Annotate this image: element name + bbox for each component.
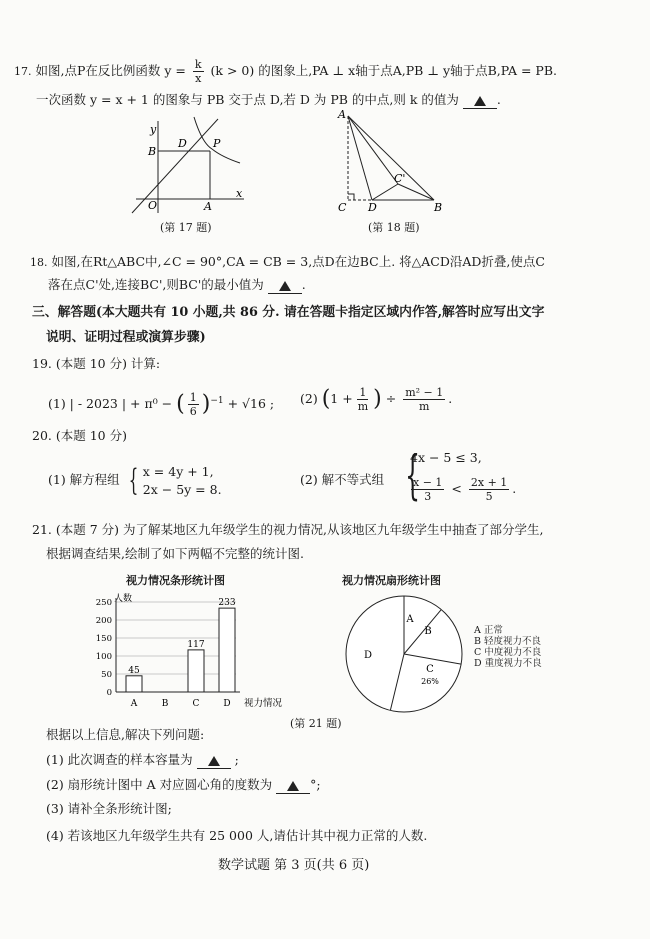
triangle-marker-icon — [287, 781, 299, 791]
section-3-line-2: 说明、证明过程或演算步骤) — [46, 330, 206, 345]
fig18-ab — [348, 116, 434, 200]
q17-text-a: 如图,点P在反比例函数 — [35, 63, 161, 78]
page-footer: 数学试题 第 3 页(共 6 页) — [218, 858, 370, 873]
q21-after: 根据以上信息,解决下列问题: — [46, 727, 205, 742]
q20-p1-eq2: 2x − 5y = 8. — [142, 481, 222, 497]
q21-sub-1 — [46, 752, 239, 769]
q20-part1 — [48, 462, 222, 499]
q19-p2-den: m — [419, 400, 430, 413]
q17-line-1 — [14, 58, 557, 85]
triangle-marker-icon — [474, 96, 486, 106]
bar-ytick-label: 0 — [106, 688, 112, 698]
q19-part1 — [48, 388, 274, 418]
q20-p2-lt: < — [451, 481, 462, 496]
pie-slice-label-D: D — [363, 650, 373, 661]
bar-chart-title: 视力情况条形统计图 — [126, 574, 225, 587]
q18-line-1 — [30, 254, 545, 271]
pie-slice-label-A: A — [406, 614, 414, 625]
section-3-line-1: 三、解答题(本大题共有 10 小题,共 86 分. 请在答题卡指定区域内作答,解答时应写出文字 — [32, 305, 545, 320]
pie-slice-value: 26% — [421, 677, 439, 686]
fig18-caption: (第 18 题) — [368, 221, 420, 234]
q20-p1-eq1: x = 4y + 1, — [142, 463, 214, 479]
fig21-caption: (第 21 题) — [290, 717, 342, 730]
bar-value-label: 117 — [187, 639, 205, 650]
fig18-right-angle — [348, 194, 354, 200]
fig18-label-b: B — [434, 201, 443, 212]
q21-sub-3: (3) 请补全条形统计图; — [46, 801, 172, 816]
bar-ytick-label: 250 — [95, 598, 112, 608]
q18-line-2 — [48, 277, 306, 294]
q18-number: 18. — [30, 256, 48, 269]
bar-ylabel: 人数 — [114, 594, 133, 604]
q17-end: . — [496, 92, 501, 107]
bar-category-label: A — [130, 699, 138, 709]
q20-p2-a-num: x − 1 — [413, 476, 443, 489]
pie-slice-label-B: B — [424, 626, 432, 637]
q19-p1-num: 1 — [189, 391, 197, 405]
q19-paren-open: ( — [176, 391, 185, 417]
q21-line-2: 根据调查结果,绘制了如下两幅不完整的统计图. — [46, 546, 304, 561]
fig18-label-c: C — [338, 201, 347, 212]
q21-s2-blank — [276, 777, 310, 794]
q20-p2-frac-b — [469, 476, 509, 503]
q18-text-2: 落在点C'处,连接BC',则BC'的最小值为 — [48, 277, 264, 292]
q19-p2-a: (2) — [300, 391, 318, 406]
q17-number: 17. — [14, 65, 32, 78]
q17-func-den: x — [195, 72, 202, 85]
q19-head: 19. (本题 10 分) 计算: — [32, 356, 161, 371]
q19-p2-in: 1 + — [330, 391, 353, 406]
pie-chart-title: 视力情况扇形统计图 — [342, 574, 441, 587]
bar-A — [126, 676, 142, 692]
brace-icon: { — [128, 462, 138, 498]
pie-chart — [340, 590, 470, 720]
q20-p2-frac-a — [411, 476, 444, 503]
fig17-label-x: x — [236, 187, 243, 200]
bar-chart — [78, 592, 308, 716]
q18-end: . — [301, 277, 306, 292]
fig17-label-p: P — [213, 137, 221, 150]
q19-p2-div: ÷ — [385, 391, 397, 406]
q19-p2-frac — [356, 386, 370, 413]
q19-p2-frac2 — [403, 386, 445, 413]
fig18-label-a: A — [338, 108, 346, 121]
triangle-marker-icon — [208, 756, 220, 766]
q19-p2-paren-close: ) — [373, 386, 382, 412]
q17-func-frac — [193, 58, 204, 85]
bar-C — [188, 650, 204, 692]
q17-text-b: (k > 0) 的图象上,PA ⊥ x轴于点A,PB ⊥ y轴于点B,PA = PB. — [210, 63, 558, 78]
q21-sub-2 — [46, 777, 321, 794]
q21-s2-text: (2) 扇形统计图中 A 对应圆心角的度数为 — [46, 777, 273, 792]
pie-legend-item: C 中度视力不良 — [474, 647, 542, 658]
q21-line-1: 21. (本题 7 分) 为了解某地区九年级学生的视力情况,从该地区九年级学生中抽查了部分学生, — [32, 522, 544, 537]
fig17-label-b: B — [148, 145, 157, 158]
figure-18 — [330, 108, 450, 212]
q20-p2-b-den: 5 — [485, 490, 493, 503]
q20-p1-label: (1) 解方程组 — [48, 472, 120, 487]
bar-category-label: D — [223, 699, 231, 709]
q19-p2-fden: m — [357, 400, 369, 413]
brace-icon: { — [405, 446, 420, 506]
triangle-marker-icon — [279, 281, 291, 291]
q17-line-2 — [36, 92, 501, 109]
fig18-label-d: D — [368, 201, 377, 212]
q18-text-1: 如图,在Rt△ABC中,∠C = 90°,CA = CB = 3,点D在边BC上. 将△ACD沿AD折叠,使点C — [51, 254, 545, 269]
bar-ytick-label: 200 — [95, 616, 112, 626]
q19-p2-paren-open: ( — [321, 386, 331, 412]
q19-paren-close: ) — [201, 391, 211, 417]
q20-p2-b-num: 2x + 1 — [470, 476, 508, 489]
q19-p1-exp: −1 — [210, 396, 224, 406]
pie-legend-item: D 重度视力不良 — [474, 658, 542, 669]
q20-head: 20. (本题 10 分) — [32, 428, 127, 443]
bar-category-label: C — [192, 699, 200, 709]
fig18-label-cprime: C' — [394, 172, 406, 185]
fig18-bcp — [398, 184, 434, 200]
q20-p2-end: . — [512, 481, 517, 496]
bar-ytick-label: 150 — [95, 634, 112, 644]
fig17-label-o: O — [148, 199, 158, 212]
fig17-label-y: y — [150, 123, 157, 136]
q20-p2-ineq2 — [408, 476, 516, 503]
q17-func-y: y = — [164, 63, 186, 78]
q19-p2-fnum: 1 — [359, 386, 367, 399]
q20-p2-label: (2) 解不等式组 — [300, 472, 385, 487]
bar-ytick-label: 50 — [101, 670, 112, 680]
bar-category-label: B — [161, 699, 169, 709]
pie-legend-item: B 轻度视力不良 — [474, 636, 542, 647]
pie-legend-item: A 正常 — [474, 625, 503, 636]
q19-p1-b: + √16 ; — [227, 396, 275, 412]
q20-p2-a-den: 3 — [424, 490, 432, 503]
fig18-acp — [348, 116, 398, 184]
q20-p2-eq1: 4x − 5 ≤ 3, — [410, 450, 482, 465]
fig18-dcp — [372, 184, 398, 200]
bar-xlabel: 视力情况 — [244, 698, 283, 709]
q17-answer-blank — [463, 92, 497, 109]
bar-value-label: 45 — [128, 665, 140, 676]
figure-17 — [118, 115, 248, 215]
fig17-caption: (第 17 题) — [160, 221, 212, 234]
fig17-label-a: A — [204, 200, 212, 213]
q21-s1-end: ; — [234, 752, 239, 767]
q19-p2-num: m² − 1 — [405, 386, 444, 399]
q19-p2-end: . — [448, 391, 453, 406]
q18-answer-blank — [268, 277, 302, 294]
q17-func-num: k — [194, 58, 202, 71]
bar-value-label: 233 — [218, 598, 236, 609]
bar-ytick-label: 100 — [95, 652, 112, 662]
q19-p1-den: 6 — [189, 405, 197, 419]
fig18-ad — [348, 116, 372, 200]
q17-text-2: 一次函数 y = x + 1 的图象与 PB 交于点 D,若 D 为 PB 的中点,则 k 的值为 — [36, 92, 459, 107]
q20-p1-system — [143, 463, 222, 499]
q19-p1-a: (1) | - 2023 | + π⁰ − — [48, 396, 173, 412]
q19-part2 — [300, 386, 452, 413]
q21-s1-text: (1) 此次调查的样本容量为 — [46, 752, 193, 767]
pie-slice-label-C: C — [426, 664, 434, 675]
pie-legend — [474, 625, 542, 669]
q19-p1-frac — [188, 391, 199, 418]
q21-s1-blank — [197, 752, 231, 769]
bar-D — [219, 608, 235, 692]
q21-sub-4: (4) 若该地区九年级学生共有 25 000 人,请估计其中视力正常的人数. — [46, 828, 428, 843]
fig17-label-d: D — [178, 137, 187, 150]
q21-s2-end: °; — [310, 777, 321, 792]
